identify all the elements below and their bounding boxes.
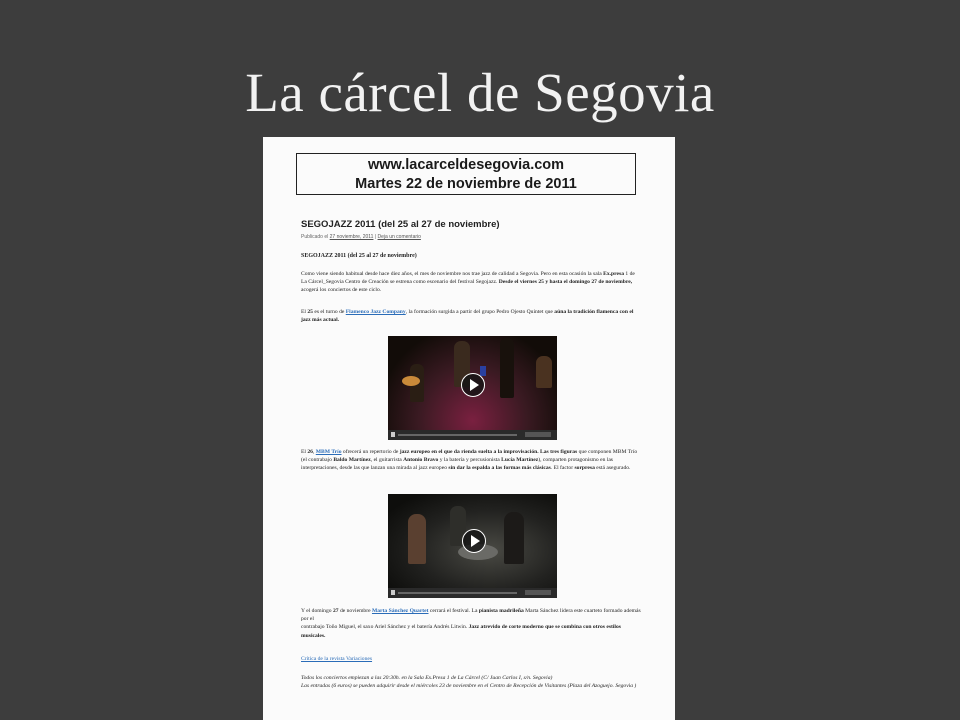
footer-concert-info — [301, 674, 641, 690]
site-header-box — [296, 153, 636, 195]
p3-bold-b: 26 — [307, 449, 313, 455]
play-control-icon[interactable] — [391, 432, 395, 437]
p3-text-a: El — [301, 449, 308, 455]
stage-figure — [536, 356, 552, 388]
publication-date: Martes 22 de noviembre de 2011 — [355, 176, 577, 192]
stage-figure — [408, 514, 426, 564]
p1-text-e: acogerá los conciertos de este ciclo. — [301, 287, 382, 294]
mbm-trio-link[interactable]: MBM Trío — [315, 449, 342, 455]
p1-bold-d: Desde el viernes 25 y hasta el domingo 27 de noviembre, — [498, 279, 633, 286]
video-player-flamenco[interactable] — [388, 336, 557, 440]
p2-text-d: , la formación surgida a partir del grupo Pedro Ojesto Quintet que — [405, 309, 555, 315]
video-progress-bar[interactable] — [398, 592, 517, 594]
newspaper-clipping — [263, 137, 675, 720]
p2-bold-e: aúna la tradición flamenca con el jazz más actual. — [301, 309, 634, 324]
p2-text-a: El — [301, 309, 308, 315]
stage-light — [480, 366, 486, 376]
paragraph-intro — [301, 270, 641, 295]
p3-text-n: . El factor — [550, 465, 575, 472]
video-player-mbm-trio[interactable] — [388, 494, 557, 598]
p3-bold-g: Baldo Martínez — [333, 457, 371, 464]
p4-bold-h: Jazz atrevido de corte moderno que se combina con otros estilos musicales. — [301, 624, 621, 639]
post-meta — [301, 234, 421, 240]
paragraph-day-26 — [301, 448, 641, 473]
p1-text-c: 1 de La Cárcel_Segovia Centro de Creación se estrena como escenario del festival Segojazz. — [301, 271, 635, 286]
p4-text-a: Y el domingo — [301, 608, 333, 614]
review-paragraph — [301, 655, 641, 663]
footer-line-1: Todos los conciertos empiezan a las 20:30h. en la Sala Ex.Presa 1 de La Cárcel (C/ Juan Carlos I, s/n. Segovia) — [301, 675, 553, 681]
video-controls — [388, 430, 557, 440]
post-date-link[interactable]: 27 noviembre, 2011 — [329, 234, 374, 240]
p3-bold-e: jazz europeo en el que da rienda suelta a la improvisación. Las tres figuras — [399, 449, 578, 455]
p3-bold-k: Lucía Martínez — [501, 457, 539, 464]
meta-separator: | — [373, 234, 378, 240]
p3-bold-m: sin dar la espalda a las formas más clásicas — [448, 465, 551, 472]
guitar-shape — [402, 376, 420, 386]
p4-bold-e: pianista madrileña — [478, 608, 524, 614]
p4-text-f: Marta Sánchez lidera este cuarteto formado además por el — [301, 608, 641, 623]
p4-bold-b: 27 — [332, 608, 339, 614]
p4-text-c: de noviembre — [338, 608, 372, 614]
comment-link[interactable]: Deja un comentario — [377, 234, 421, 240]
p3-text-j: y la batería y percusionista — [438, 457, 502, 464]
p3-text-c: , — [312, 449, 316, 455]
marta-sanchez-quartet-link[interactable]: Marta Sánchez Quartet — [371, 608, 429, 614]
p3-text-f: que componen MBM Trío (el contrabajo — [301, 449, 638, 464]
paragraph-day-25 — [301, 308, 641, 324]
play-icon[interactable] — [462, 529, 486, 553]
p1-bold-b: Ex.presa — [603, 271, 624, 277]
p2-bold-b: 25 — [307, 309, 313, 315]
post-title: SEGOJAZZ 2011 (del 25 al 27 de noviembre) — [301, 219, 500, 230]
p3-bold-o: sorpresa — [574, 465, 595, 472]
meta-prefix: Publicado el — [301, 234, 330, 240]
p3-text-h: , el guitarrista — [370, 457, 404, 464]
video-controls — [388, 588, 557, 598]
play-icon[interactable] — [461, 373, 485, 397]
p4-text-d: cerrará el festival. La — [428, 608, 479, 614]
site-url: www.lacarceldesegovia.com — [367, 157, 565, 173]
stage-figure — [504, 512, 524, 564]
p3-text-p: está asegurado. — [594, 465, 631, 472]
play-control-icon[interactable] — [391, 590, 395, 595]
p2-text-c: es el turno de — [312, 309, 346, 315]
video-progress-bar[interactable] — [398, 434, 517, 436]
volume-control[interactable] — [525, 432, 551, 437]
volume-control[interactable] — [525, 590, 551, 595]
p4-text-g: contrabajo Toño Miguel, el saxo Ariel Sánchez y el batería Andrés Litwin. — [301, 624, 469, 631]
p1-text-a: Como viene siendo habitual desde hace diez años, el mes de noviembre nos trae jazz de calidad a Segovia. Pero en esta ocasión la sala — [301, 271, 604, 277]
p3-bold-i: Antonio Bravo — [403, 457, 439, 464]
flamenco-jazz-company-link[interactable]: Flamenco Jazz Company — [345, 309, 406, 315]
paragraph-day-27 — [301, 607, 641, 640]
slide-title: La cárcel de Segovia — [245, 62, 715, 123]
review-link[interactable]: Crítica de la revista Variaciones — [301, 656, 373, 662]
subheading: SEGOJAZZ 2011 (del 25 al 27 de noviembre) — [301, 253, 417, 259]
p3-text-d: ofrecerá un repertorio de — [341, 449, 400, 455]
p3-text-l: ), comparten protagonismo en las interpretaciones, desde las que lanzan una mirada al jazz europeo — [301, 457, 613, 472]
stage-figure — [500, 338, 514, 398]
footer-line-2: Las entradas (6 euros) se pueden adquirir desde el miércoles 23 de noviembre en el Centro de Recepción de Visitantes (Plaza del Azoguejo. Segovia ) — [301, 683, 637, 690]
